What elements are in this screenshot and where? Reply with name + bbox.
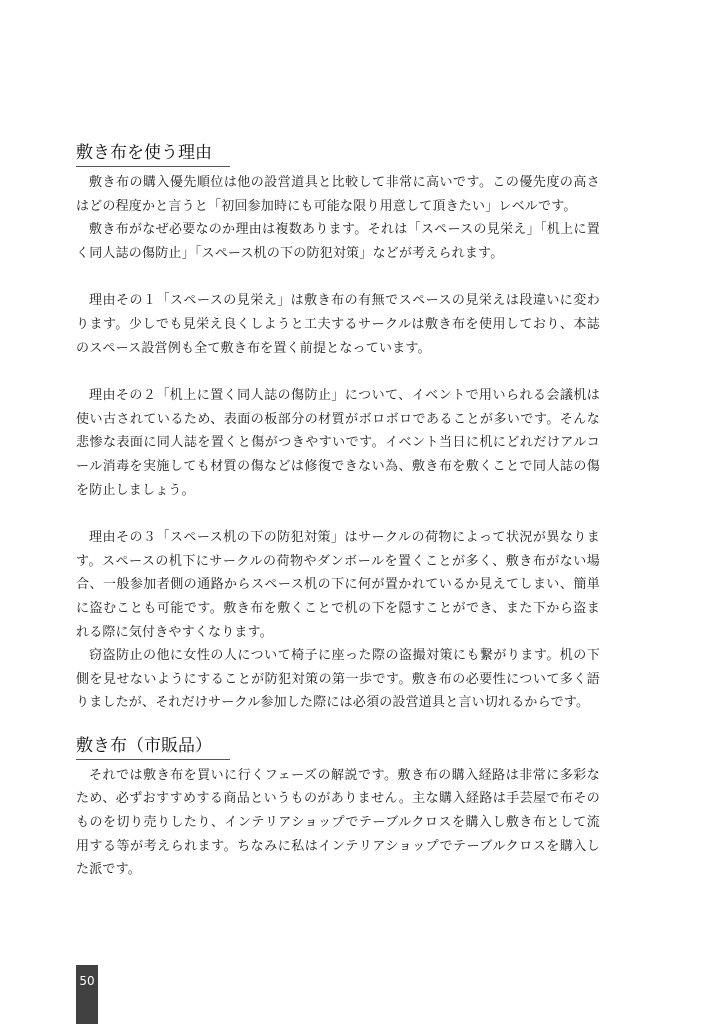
paragraph: 敷き布の購入優先順位は他の設営道具と比較して非常に高いです。この優先度の高さはどの程度かと言うと「初回参加時にも可能な限り用意して頂きたい」レベルです。 (76, 175, 600, 214)
paragraph: 理由その３「スペース机の下の防犯対策」はサークルの荷物によって状況が異なります。スペースの机下にサークルの荷物やダンボールを置くことが多く、敷き布がない場合、一般参加者側の通路からスペース机の下に何が置かれているか見えてしまい、簡単に盗むことも可能です。敷き布を敷くことで机の下を隠すことができ、また下から盗まれる際に気付きやすくなります。 (76, 530, 600, 640)
paragraph: 理由その１「スペースの見栄え」は敷き布の有無でスペースの見栄えは段違いに変わります。少しでも見栄え良くしようと工夫するサークルは敷き布を使用しており、本誌のスペース設営例も全て敷き布を置く前提となっています。 (76, 293, 600, 356)
page-number: 50 (76, 965, 98, 1024)
paragraph: 窃盗防止の他に女性の人について椅子に座った際の盗撮対策にも繋がります。机の下側を見せないようにすることが防犯対策の第一歩です。敷き布の必要性について多く語りましたが、それだけサークル参加した際には必須の設営道具と言い切れるからです。 (76, 648, 600, 711)
section-heading-commercial: 敷き布（市販品） (76, 733, 230, 760)
paragraph: 理由その２「机上に置く同人誌の傷防止」について、イベントで用いられる会議机は使い古されているため、表面の板部分の材質がボロボロであることが多いです。そんな悲惨な表面に同人誌を置くと傷がつきやすいです。イベント当日に机にどれだけアルコール消毒を実施しても材質の傷などは修復できない為、敷き布を敷くことで同人誌の傷を防止しましょう。 (76, 388, 600, 498)
paragraph: それでは敷き布を買いに行くフェーズの解説です。敷き布の購入経路は非常に多彩なため、必ずおすすめする商品というものがありません。主な購入経路は手芸屋で布そのものを切り売りしたり、インテリアショップでテーブルクロスを購入し敷き布として流用する等が考えられます。ちなみに私はインテリアショップでテーブルクロスを購入した派です。 (76, 767, 600, 878)
paragraph: 敷き布がなぜ必要なのか理由は複数あります。それは「スペースの見栄え」「机上に置く同人誌の傷防止」「スペース机の下の防犯対策」などが考えられます。 (76, 222, 600, 261)
section-heading-reasons: 敷き布を使う理由 (76, 140, 230, 167)
page-content (76, 140, 600, 882)
